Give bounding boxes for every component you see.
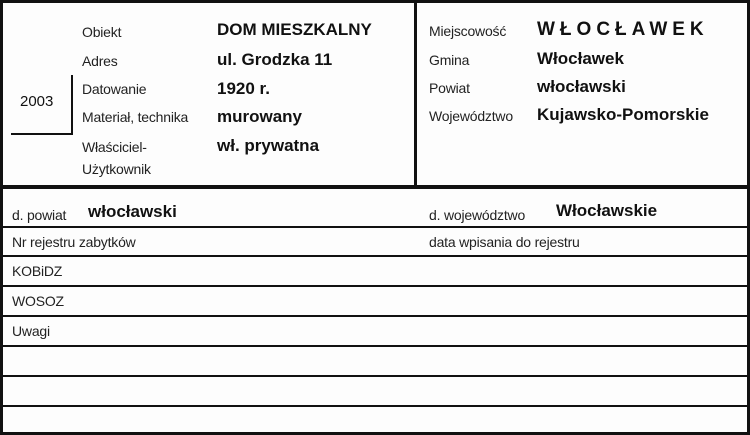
datowanie-label: Datowanie (82, 81, 147, 97)
top-section-bottom-rule (3, 185, 747, 189)
obiekt-value: DOM MIESZKALNY (217, 20, 372, 39)
gmina-label: Gmina (429, 52, 470, 68)
rule-row-7 (3, 405, 747, 407)
nr-rejestru-label: Nr rejestru zabytków (12, 234, 136, 250)
adres-label: Adres (82, 53, 118, 69)
d-powiat-value: włocławski (88, 202, 177, 221)
material-label: Materiał, technika (82, 109, 189, 125)
d-powiat-label: d. powiat (12, 207, 67, 223)
wlasciciel-label: Właściciel- (82, 139, 147, 155)
powiat-label: Powiat (429, 80, 470, 96)
miejscowosc-label: Miejscowość (429, 23, 507, 39)
powiat-value: włocławski (537, 77, 626, 96)
kobidz-label: KOBiDZ (12, 263, 63, 279)
rule-row-1 (3, 226, 747, 228)
rule-row-2 (3, 255, 747, 257)
datowanie-value: 1920 r. (217, 79, 270, 98)
material-value: murowany (217, 107, 303, 126)
top-divider-vertical (414, 3, 417, 185)
gmina-value: Włocławek (537, 49, 624, 68)
rule-row-4 (3, 315, 747, 317)
d-wojewodztwo-label: d. województwo (429, 207, 526, 223)
rule-row-3 (3, 285, 747, 287)
d-wojewodztwo-value: Włocławskie (556, 201, 658, 220)
year-label: 2003 (20, 93, 54, 110)
wlasciciel-value: wł. prywatna (217, 136, 320, 155)
uzytkownik-label: Użytkownik (82, 161, 151, 177)
adres-value: ul. Grodzka 11 (217, 50, 333, 69)
rule-row-5 (3, 345, 747, 347)
data-wpisania-label: data wpisania do rejestru (429, 234, 580, 250)
wosoz-label: WOSOZ (12, 293, 64, 309)
wojewodztwo-value: Kujawsko-Pomorskie (537, 105, 709, 124)
miejscowosc-value: WŁOCŁAWEK (537, 19, 709, 40)
wojewodztwo-label: Województwo (429, 108, 513, 124)
uwagi-label: Uwagi (12, 323, 50, 339)
obiekt-label: Obiekt (82, 24, 122, 40)
rule-row-6 (3, 375, 747, 377)
